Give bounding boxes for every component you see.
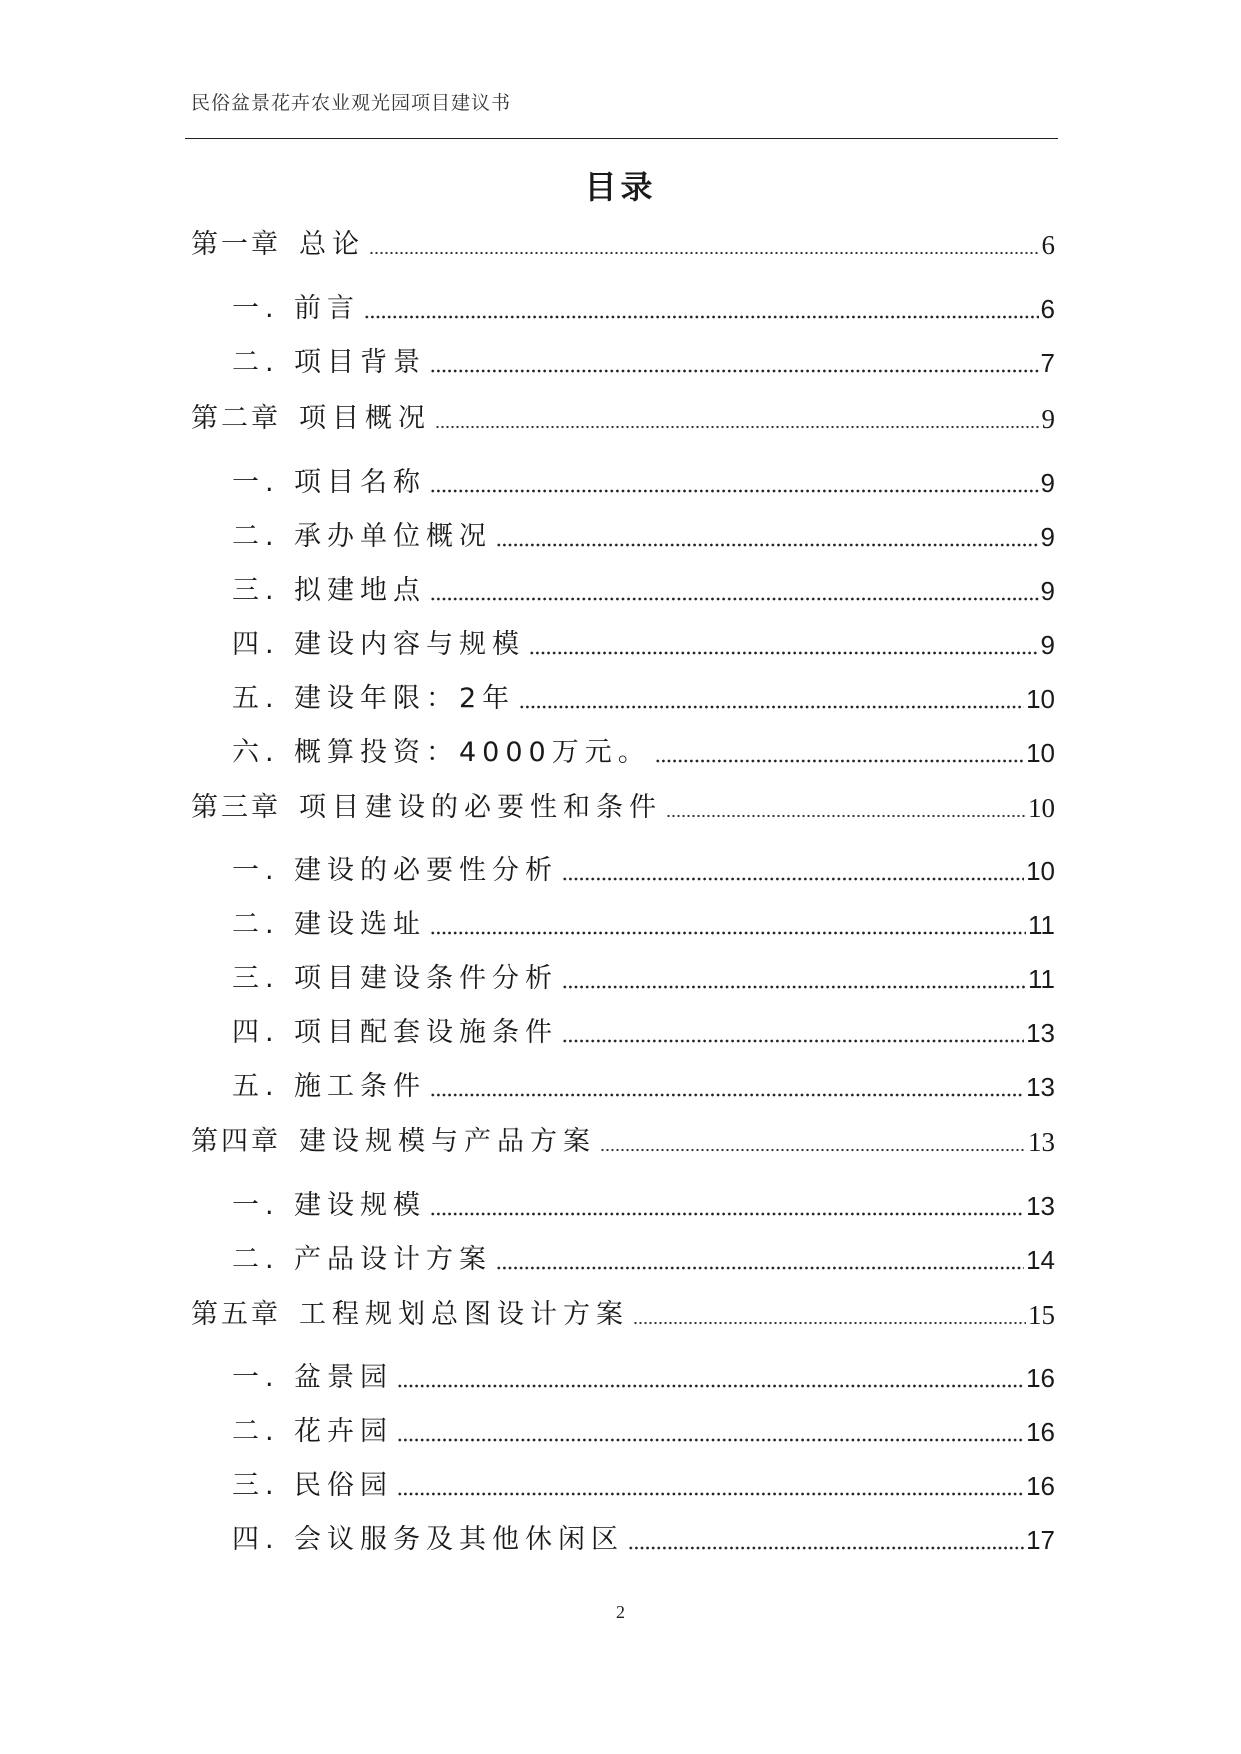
toc-entry-title: 民俗园	[294, 1470, 393, 1501]
toc-entry-number: 第四章	[191, 1126, 281, 1157]
dot-leader	[430, 369, 1039, 373]
toc-entry-title: 总论	[299, 229, 365, 260]
toc-entry-title: 花卉园	[294, 1416, 393, 1447]
toc-entry-section[interactable]	[232, 626, 1055, 664]
toc-entry-chapter[interactable]	[191, 1123, 1055, 1161]
toc-entry-title: 产品设计方案	[294, 1244, 492, 1275]
toc-entry-number: 一.	[232, 293, 280, 324]
toc-entry-number: 五.	[232, 683, 280, 714]
toc-entry-page: 9	[1041, 404, 1055, 434]
toc-entry-page: 10	[1028, 793, 1055, 823]
toc-entry-page: 6	[1040, 294, 1055, 324]
toc-entry-page: 9	[1040, 522, 1055, 552]
dot-leader	[496, 1266, 1024, 1270]
toc-entry-title: 拟建地点	[294, 575, 426, 606]
dot-leader	[633, 1321, 1026, 1325]
toc-entry-number: 二.	[232, 1244, 280, 1275]
toc-entry-page: 13	[1026, 1191, 1055, 1221]
dot-leader	[369, 251, 1040, 255]
dot-leader	[430, 931, 1026, 935]
toc-entry-number: 三.	[232, 963, 280, 994]
toc-entry-section[interactable]	[232, 852, 1055, 890]
toc-entry-section[interactable]	[232, 734, 1055, 772]
toc-entry-page: 10	[1026, 738, 1055, 768]
toc-entry-number: 四.	[232, 1524, 280, 1555]
toc-entry-number: 一.	[232, 1362, 280, 1393]
dot-leader	[529, 651, 1039, 655]
toc-entry-page: 14	[1026, 1245, 1055, 1275]
dot-leader	[655, 759, 1024, 763]
toc-entry-title: 建设选址	[294, 909, 426, 940]
toc-entry-number: 一.	[232, 467, 280, 498]
dot-leader	[496, 543, 1039, 547]
toc-entry-section[interactable]	[232, 1413, 1055, 1451]
toc-entry-page: 16	[1026, 1363, 1055, 1393]
toc-entry-section[interactable]	[232, 518, 1055, 556]
toc-entry-page: 11	[1028, 964, 1055, 994]
dot-leader	[397, 1438, 1024, 1442]
toc-entry-page: 9	[1040, 630, 1055, 660]
toc-entry-section[interactable]	[232, 1014, 1055, 1052]
dot-leader	[364, 315, 1039, 319]
toc-entry-title: 施工条件	[294, 1071, 426, 1102]
toc-entry-page: 6	[1041, 230, 1055, 260]
toc-entry-title: 建设规模与产品方案	[299, 1126, 596, 1157]
toc-entry-page: 10	[1026, 684, 1055, 714]
toc-entry-title: 项目配套设施条件	[294, 1017, 558, 1048]
toc-entry-number: 三.	[232, 1470, 280, 1501]
toc-entry-page: 9	[1040, 576, 1055, 606]
toc-entry-section[interactable]	[232, 572, 1055, 610]
toc-entry-section[interactable]	[232, 464, 1055, 502]
toc-entry-title: 概算投资：4000万元。	[294, 737, 651, 768]
toc-entry-number: 二.	[232, 1416, 280, 1447]
toc-entry-title: 工程规划总图设计方案	[299, 1299, 629, 1330]
toc-entry-section[interactable]	[232, 1187, 1055, 1225]
toc-entry-section[interactable]	[232, 960, 1055, 998]
dot-leader	[430, 1093, 1024, 1097]
dot-leader	[430, 1212, 1024, 1216]
toc-entry-title: 建设规模	[294, 1190, 426, 1221]
toc-entry-page: 7	[1040, 348, 1055, 378]
toc-entry-section[interactable]	[232, 1359, 1055, 1397]
toc-entry-number: 五.	[232, 1071, 280, 1102]
dot-leader	[397, 1384, 1024, 1388]
toc-entry-page: 16	[1026, 1471, 1055, 1501]
page-number: 2	[616, 1602, 625, 1622]
toc-entry-section[interactable]	[232, 344, 1055, 382]
toc-entry-chapter[interactable]	[191, 226, 1055, 264]
toc-entry-number: 三.	[232, 575, 280, 606]
toc-entry-page: 10	[1026, 856, 1055, 886]
toc-entry-number: 六.	[232, 737, 280, 768]
toc-entry-number: 二.	[232, 347, 280, 378]
toc-entry-chapter[interactable]	[191, 1296, 1055, 1334]
toc-entry-number: 二.	[232, 909, 280, 940]
toc-entry-section[interactable]	[232, 1467, 1055, 1505]
toc-entry-title: 项目名称	[294, 467, 426, 498]
toc-entry-title: 前言	[294, 293, 360, 324]
toc-entry-title: 承办单位概况	[294, 521, 492, 552]
toc-entry-section[interactable]	[232, 680, 1055, 718]
dot-leader	[562, 985, 1026, 989]
dot-leader	[519, 705, 1024, 709]
toc-entry-number: 第五章	[191, 1299, 281, 1330]
toc-entry-number: 第三章	[191, 792, 281, 823]
dot-leader	[600, 1148, 1026, 1152]
dot-leader	[666, 814, 1026, 818]
dot-leader	[430, 489, 1039, 493]
toc-entry-number: 第一章	[191, 229, 281, 260]
toc-entry-section[interactable]	[232, 1241, 1055, 1279]
toc-entry-number: 四.	[232, 629, 280, 660]
toc-entry-section[interactable]	[232, 290, 1055, 328]
dot-leader	[562, 1039, 1024, 1043]
toc-entry-title: 项目建设条件分析	[294, 963, 558, 994]
toc-entry-title: 建设的必要性分析	[294, 855, 558, 886]
toc-entry-chapter[interactable]	[191, 789, 1055, 827]
toc-entry-page: 13	[1028, 1127, 1055, 1157]
dot-leader	[562, 877, 1024, 881]
dot-leader	[397, 1492, 1024, 1496]
toc-entry-page: 13	[1026, 1072, 1055, 1102]
toc-entry-page: 16	[1026, 1417, 1055, 1447]
toc-entry-title: 会议服务及其他休闲区	[294, 1524, 624, 1555]
toc-entry-page: 17	[1026, 1525, 1055, 1555]
toc-entry-number: 四.	[232, 1017, 280, 1048]
toc-entry-title: 项目背景	[294, 347, 426, 378]
dot-leader	[430, 597, 1039, 601]
toc-entry-title: 建设内容与规模	[294, 629, 525, 660]
toc-entry-title: 建设年限：2年	[294, 683, 516, 714]
toc-entry-chapter[interactable]	[191, 400, 1055, 438]
dot-leader	[628, 1546, 1024, 1550]
toc-entry-page: 9	[1040, 468, 1055, 498]
toc-entry-title: 项目建设的必要性和条件	[299, 792, 662, 823]
toc-entry-section[interactable]	[232, 906, 1055, 944]
toc-entry-number: 第二章	[191, 403, 281, 434]
toc-entry-page: 15	[1028, 1300, 1055, 1330]
toc-entry-page: 11	[1028, 910, 1055, 940]
toc-entry-title: 盆景园	[294, 1362, 393, 1393]
toc-entry-section[interactable]	[232, 1521, 1055, 1559]
toc-heading: 目录	[584, 168, 657, 206]
dot-leader	[435, 425, 1040, 429]
toc-entry-section[interactable]	[232, 1068, 1055, 1106]
toc-entry-page: 13	[1026, 1018, 1055, 1048]
running-header: 民俗盆景花卉农业观光园项目建议书	[191, 92, 512, 114]
toc-entry-number: 二.	[232, 521, 280, 552]
toc-entry-number: 一.	[232, 855, 280, 886]
toc-entry-title: 项目概况	[299, 403, 431, 434]
toc-entry-number: 一.	[232, 1190, 280, 1221]
